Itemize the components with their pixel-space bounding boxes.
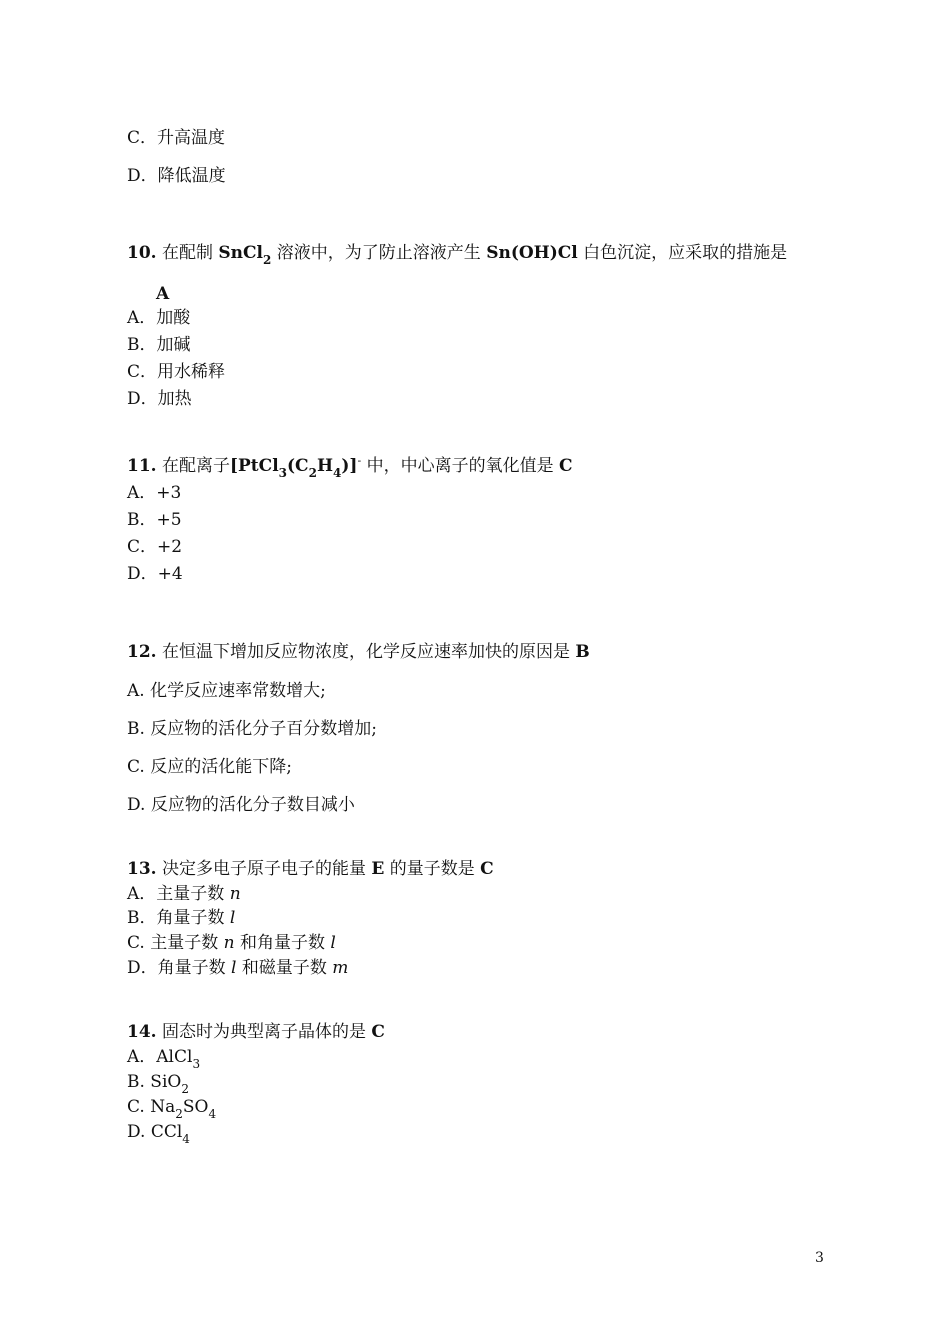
q14-option-b <box>127 1072 189 1096</box>
q13-option-c-text-1: C. 主量子数 <box>127 933 224 953</box>
page-number: 3 <box>815 1250 824 1266</box>
q13-option-d-text-2: 和磁量子数 <box>236 958 333 978</box>
q14-option-d <box>127 1122 190 1146</box>
q14-option-c-sub-2: 4 <box>208 1107 217 1121</box>
q12-option-c: C. 反应的活化能下降; <box>127 757 292 777</box>
q13-option-d-text-1: D．角量子数 <box>127 958 232 978</box>
q11-option-a: A．+3 <box>127 483 182 503</box>
q13-option-a-text: A．主量子数 <box>127 884 230 904</box>
q11-charge: - <box>357 454 362 467</box>
q14-option-c-text-1: C. Na <box>127 1097 176 1117</box>
q13-option-d <box>127 958 348 978</box>
q13-option-b <box>127 908 235 928</box>
q13-option-c-symbol-2: l <box>330 933 336 953</box>
q12-number: 12. <box>127 642 157 662</box>
q11-stem <box>127 456 573 478</box>
q13-answer: C <box>480 859 494 879</box>
q11-formula-a: [PtCl <box>229 456 279 476</box>
q14-option-c-sub-1: 2 <box>175 1107 183 1121</box>
q10-text-3: 白色沉淀，应采取的措施是 <box>577 243 788 263</box>
q14-option-b-sub: 2 <box>181 1082 189 1096</box>
q14-option-a-text: A．AlCl <box>127 1047 193 1067</box>
q13-stem <box>127 859 494 879</box>
q13-option-b-symbol: l <box>229 908 236 928</box>
q12-option-a: A. 化学反应速率常数增大; <box>127 681 326 701</box>
q11-text-2: 中，中心离子的氧化值是 <box>361 456 559 476</box>
q14-option-b-text: B. SiO <box>127 1072 182 1092</box>
q11-sub-1: 3 <box>278 466 288 480</box>
q11-option-c: C．+2 <box>127 537 183 557</box>
q13-number: 13. <box>127 859 157 879</box>
q12-option-d: D. 反应物的活化分子数目减小 <box>127 795 355 815</box>
q13-option-a <box>127 884 241 904</box>
q14-text: 固态时为典型离子晶体的是 <box>156 1022 372 1042</box>
q13-text-1: 决定多电子原子电子的能量 <box>156 859 372 879</box>
q13-text-2: 的量子数是 <box>384 859 481 879</box>
q10-option-b: B．加碱 <box>127 335 191 355</box>
q13-energy-symbol: E <box>371 859 385 879</box>
q10-stem <box>127 243 788 267</box>
q14-option-d-sub: 4 <box>182 1132 190 1146</box>
q14-option-a-sub: 3 <box>192 1057 201 1071</box>
q11-option-b: B．+5 <box>127 510 182 530</box>
q13-option-c-symbol-1: n <box>223 933 235 953</box>
q14-option-c <box>127 1097 217 1121</box>
q11-formula-b: (C <box>287 456 309 476</box>
q12-answer: B <box>575 642 590 662</box>
q10-option-a: A．加酸 <box>127 308 191 328</box>
q11-sub-2: 2 <box>308 466 317 480</box>
q14-option-a <box>127 1047 201 1071</box>
q11-number: 11. <box>127 456 157 476</box>
q11-formula-c: H <box>316 456 334 476</box>
q11-answer: C <box>559 456 573 476</box>
q11-formula-d: )] <box>341 456 358 476</box>
q10-text-1: 在配制 <box>156 243 219 263</box>
q13-option-a-symbol: n <box>229 884 241 904</box>
q10-option-c: C．用水稀释 <box>127 362 226 382</box>
q14-option-c-text-2: SO <box>182 1097 209 1117</box>
q14-option-d-text: D. CCl <box>127 1122 183 1142</box>
q13-option-c-text-2: 和角量子数 <box>234 933 331 953</box>
q10-formula-2: Sn(OH)Cl <box>486 243 578 263</box>
q12-option-b: B. 反应物的活化分子百分数增加; <box>127 719 378 739</box>
q14-stem <box>127 1022 385 1042</box>
q14-answer: C <box>371 1022 385 1042</box>
q10-formula-1: SnCl <box>218 243 264 263</box>
q13-option-c <box>127 933 336 953</box>
q13-option-d-symbol-2: m <box>332 958 349 978</box>
q10-number: 10. <box>127 243 157 263</box>
q10-option-d: D．加热 <box>127 389 192 409</box>
q10-answer: A <box>156 284 170 304</box>
q9-option-d: D．降低温度 <box>127 166 226 186</box>
q12-text: 在恒温下增加反应物浓度，化学反应速率加快的原因是 <box>156 642 576 662</box>
q10-formula-1-sub: 2 <box>263 253 272 267</box>
q11-text-1: 在配离子 <box>156 456 230 476</box>
q13-option-d-symbol-1: l <box>231 958 237 978</box>
q14-number: 14. <box>127 1022 157 1042</box>
q13-option-b-text: B．角量子数 <box>127 908 230 928</box>
q10-text-2: 溶液中，为了防止溶液产生 <box>271 243 487 263</box>
q9-option-c: C．升高温度 <box>127 128 226 148</box>
q11-sub-3: 4 <box>333 466 342 480</box>
q11-option-d: D．+4 <box>127 564 183 584</box>
q12-stem <box>127 642 590 662</box>
